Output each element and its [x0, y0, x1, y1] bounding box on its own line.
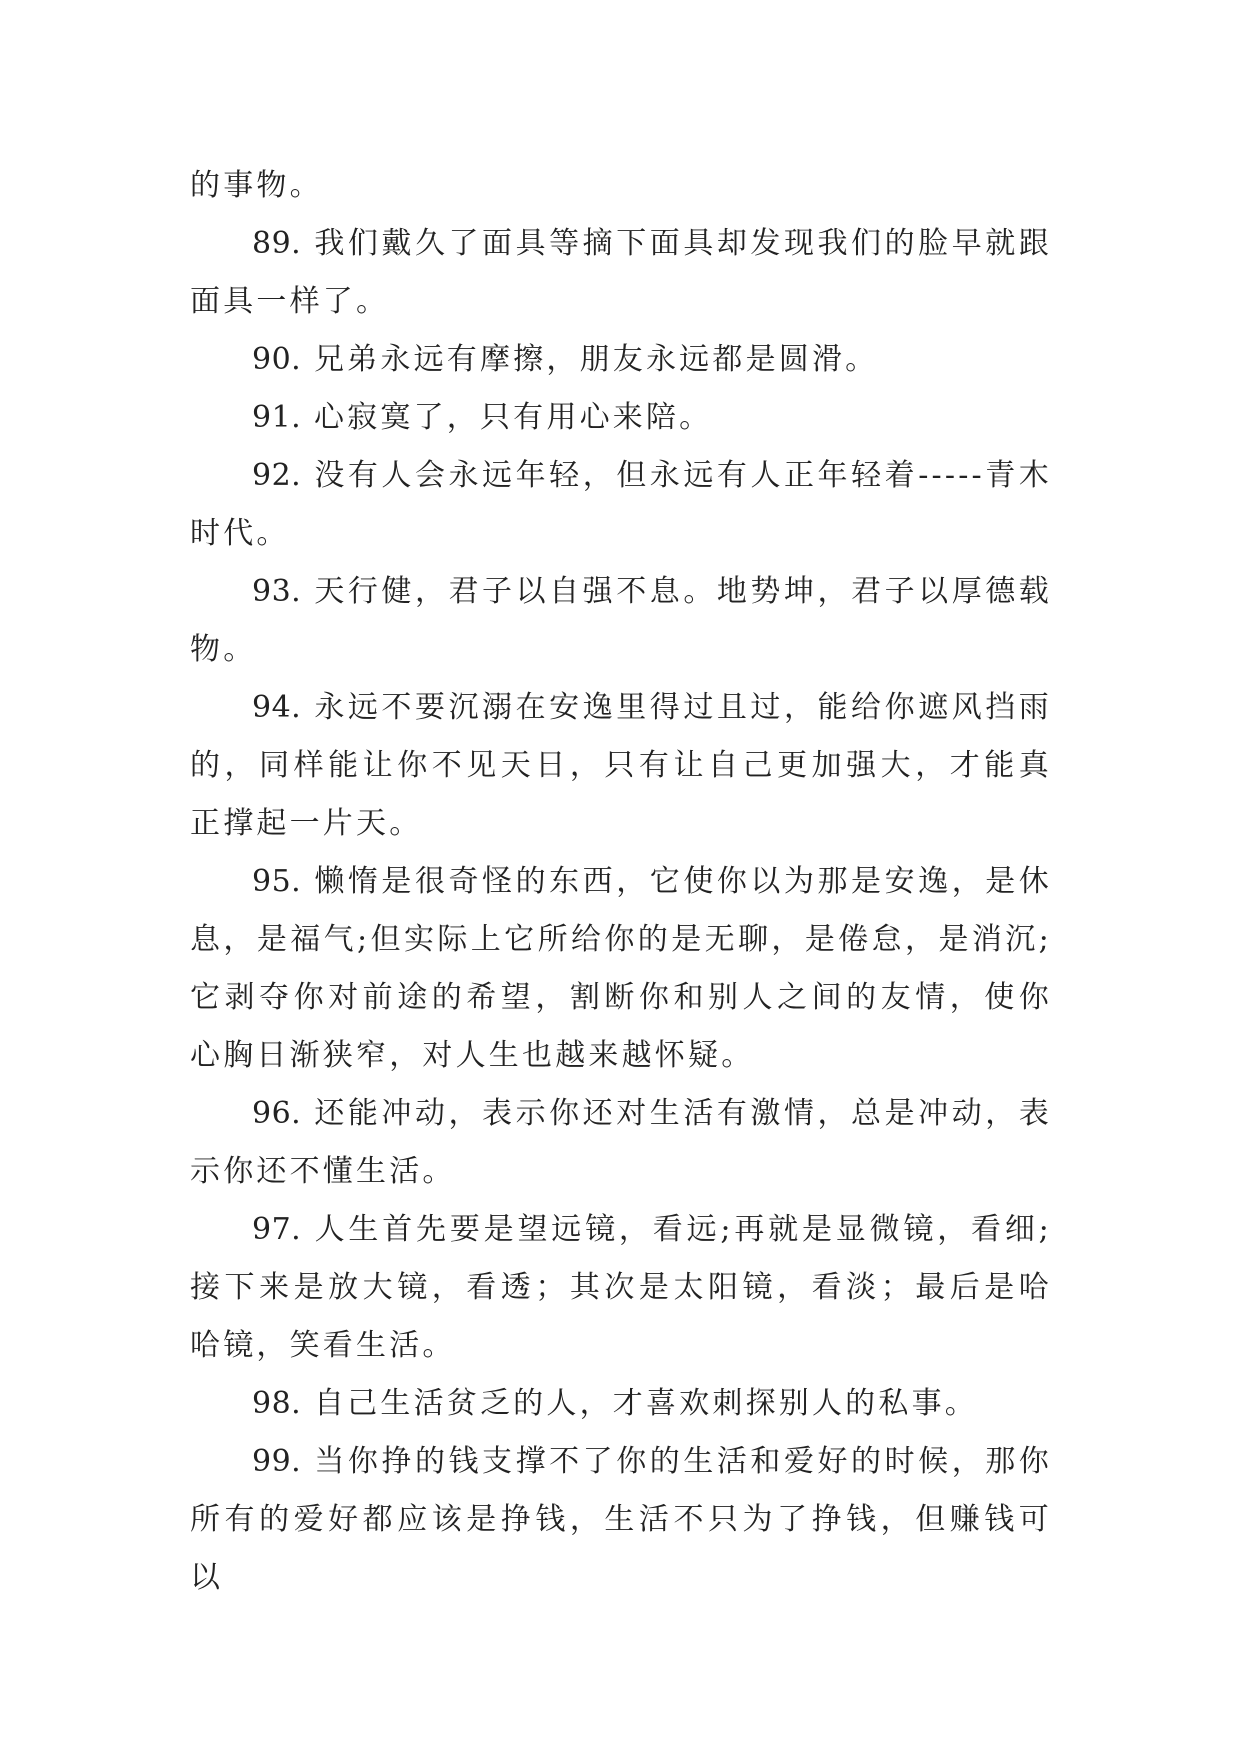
paragraph-97 — [190, 1201, 1052, 1375]
paragraph-90 — [190, 331, 1052, 389]
paragraph-text: 没有人会永远年轻，但永远有人正年轻着-----青木时代。 — [190, 458, 1052, 551]
paragraph-text: 我们戴久了面具等摘下面具却发现我们的脸早就跟面具一样了。 — [190, 226, 1052, 319]
paragraph-text: 当你挣的钱支撑不了你的生活和爱好的时候，那你所有的爱好都应该是挣钱，生活不只为了挣钱，但赚钱可以 — [190, 1444, 1052, 1595]
paragraph-number: 89. — [252, 226, 302, 261]
paragraph-number: 90. — [252, 342, 302, 377]
paragraph-number: 93. — [252, 574, 302, 609]
paragraph-number: 97. — [252, 1212, 302, 1247]
paragraph-92 — [190, 447, 1052, 563]
paragraph-text: 永远不要沉溺在安逸里得过且过，能给你遮风挡雨的，同样能让你不见天日，只有让自己更加强大，才能真正撑起一片天。 — [190, 690, 1052, 841]
paragraph-continuation — [190, 157, 1052, 215]
document-body — [190, 157, 1052, 1607]
paragraph-text: 的事物。 — [190, 168, 323, 203]
paragraph-number: 96. — [252, 1096, 302, 1131]
paragraph-text: 懒惰是很奇怪的东西，它使你以为那是安逸，是休息，是福气;但实际上它所给你的是无聊，是倦怠，是消沉;它剥夺你对前途的希望，割断你和别人之间的友情，使你心胸日渐狭窄，对人生也越来越怀疑。 — [190, 864, 1052, 1073]
paragraph-number: 99. — [252, 1444, 302, 1479]
paragraph-number: 92. — [252, 458, 302, 493]
paragraph-number: 91. — [252, 400, 302, 435]
paragraph-text: 天行健，君子以自强不息。地势坤，君子以厚德载物。 — [190, 574, 1052, 667]
paragraph-text: 还能冲动，表示你还对生活有激情，总是冲动，表示你还不懂生活。 — [190, 1096, 1052, 1189]
paragraph-text: 心寂寞了，只有用心来陪。 — [313, 400, 713, 435]
paragraph-96 — [190, 1085, 1052, 1201]
paragraph-number: 94. — [252, 690, 302, 725]
paragraph-number: 98. — [252, 1386, 302, 1421]
paragraph-95 — [190, 853, 1052, 1085]
paragraph-text: 自己生活贫乏的人，才喜欢刺探别人的私事。 — [313, 1386, 978, 1421]
paragraph-89 — [190, 215, 1052, 331]
paragraph-93 — [190, 563, 1052, 679]
paragraph-98 — [190, 1375, 1052, 1433]
paragraph-99 — [190, 1433, 1052, 1607]
paragraph-text: 人生首先要是望远镜，看远;再就是显微镜，看细;接下来是放大镜，看透；其次是太阳镜，看淡；最后是哈哈镜，笑看生活。 — [190, 1212, 1052, 1363]
paragraph-text: 兄弟永远有摩擦，朋友永远都是圆滑。 — [313, 342, 879, 377]
paragraph-number: 95. — [252, 864, 302, 899]
paragraph-91 — [190, 389, 1052, 447]
paragraph-94 — [190, 679, 1052, 853]
